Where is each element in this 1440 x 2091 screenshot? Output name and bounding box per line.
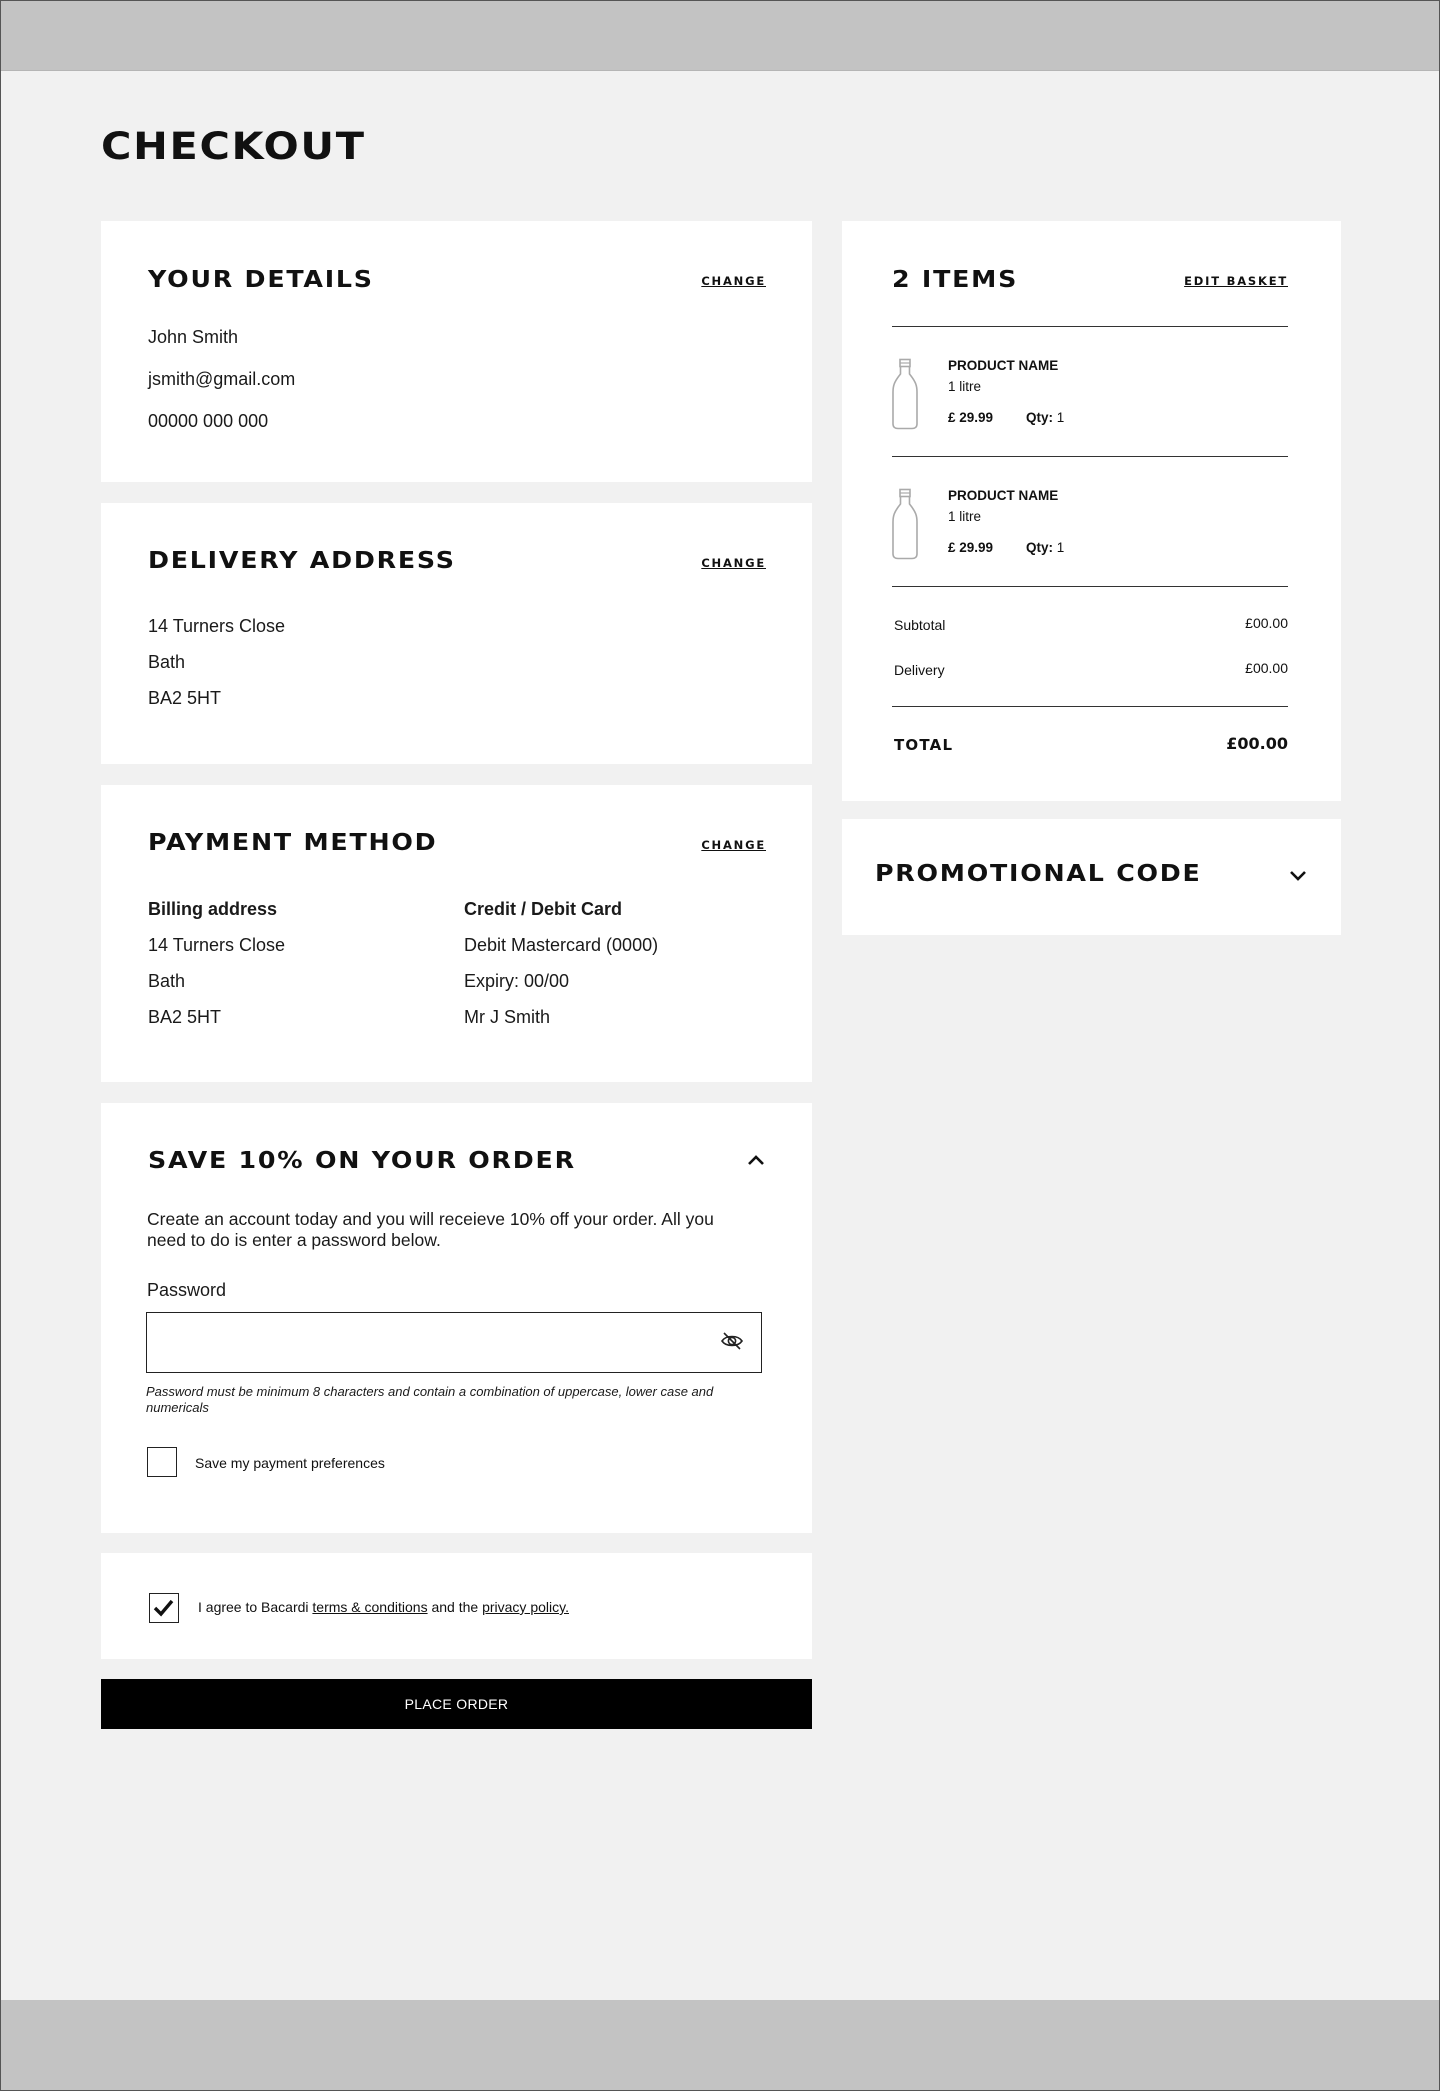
product-name: PRODUCT NAME (948, 488, 1059, 503)
top-header-bar (1, 1, 1439, 71)
product-size: 1 litre (948, 509, 982, 524)
customer-phone: 00000 000 000 (148, 411, 269, 431)
billing-line-3: BA2 5HT (148, 1007, 222, 1027)
total-value: £00.00 (1226, 734, 1288, 753)
promo-code-title: PROMOTIONAL CODE (875, 861, 1202, 887)
bottle-icon (891, 488, 919, 560)
customer-name: John Smith (148, 327, 239, 347)
product-price: £ 29.99 (948, 540, 994, 555)
change-payment-link[interactable]: CHANGE (701, 838, 766, 852)
divider (892, 326, 1288, 327)
password-hint: Password must be minimum 8 characters and contain a combination of uppercase, lower case and numericals (146, 1384, 714, 1415)
card-expiry: Expiry: 00/00 (464, 971, 570, 991)
product-name: PRODUCT NAME (948, 358, 1059, 373)
edit-basket-link[interactable]: EDIT BASKET (1184, 274, 1288, 288)
page-title: CHECKOUT (101, 125, 366, 168)
divider (892, 706, 1288, 707)
promo-code-card[interactable] (842, 819, 1341, 935)
your-details-card (101, 221, 812, 482)
delivery-value: £00.00 (1245, 660, 1288, 676)
address-line-1: 14 Turners Close (148, 616, 286, 636)
qty-label: Qty: (1026, 540, 1053, 555)
qty-value: 1 (1056, 410, 1065, 425)
delivery-address-card (101, 503, 812, 764)
delivery-label: Delivery (894, 662, 945, 678)
billing-line-2: Bath (148, 971, 186, 991)
card-type: Debit Mastercard (0000) (464, 935, 659, 955)
chevron-down-icon[interactable] (1288, 866, 1308, 886)
card-holder: Mr J Smith (464, 1007, 551, 1027)
product-qty (1026, 540, 1064, 555)
chevron-up-icon[interactable] (746, 1150, 766, 1170)
agreement-card (101, 1553, 812, 1659)
agreement-text (198, 1599, 569, 1615)
card-heading: Credit / Debit Card (464, 899, 623, 919)
change-address-link[interactable]: CHANGE (701, 556, 766, 570)
save-offer-description: Create an account today and you will receieve 10% off your order. All you need to do is enter a password below. (147, 1209, 714, 1250)
save-preferences-label: Save my payment preferences (195, 1455, 385, 1471)
agreement-prefix: I agree to Bacardi (198, 1599, 309, 1615)
delivery-address-title: DELIVERY ADDRESS (148, 548, 456, 574)
subtotal-value: £00.00 (1245, 615, 1288, 631)
save-offer-title: SAVE 10% ON YOUR ORDER (148, 1148, 576, 1174)
payment-method-card (101, 785, 812, 1082)
footer-bar (1, 2000, 1439, 2090)
qty-value: 1 (1056, 540, 1065, 555)
save-preferences-checkbox[interactable] (147, 1447, 177, 1477)
address-line-3: BA2 5HT (148, 688, 222, 708)
basket-card (842, 221, 1341, 801)
agreement-middle: and the (431, 1599, 479, 1615)
checkmark-icon (150, 1594, 177, 1621)
place-order-button[interactable]: PLACE ORDER (101, 1679, 812, 1729)
total-label: TOTAL (894, 736, 954, 754)
bottle-icon (891, 358, 919, 430)
change-details-link[interactable]: CHANGE (701, 274, 766, 288)
product-size: 1 litre (948, 379, 982, 394)
billing-line-1: 14 Turners Close (148, 935, 286, 955)
product-price: £ 29.99 (948, 410, 994, 425)
privacy-link[interactable]: privacy policy. (482, 1599, 569, 1615)
payment-method-title: PAYMENT METHOD (148, 830, 438, 856)
divider (892, 586, 1288, 587)
password-input[interactable] (146, 1312, 762, 1373)
agree-checkbox[interactable] (149, 1593, 179, 1623)
terms-link[interactable]: terms & conditions (312, 1599, 428, 1615)
divider (892, 456, 1288, 457)
password-label: Password (147, 1280, 227, 1300)
basket-title: 2 ITEMS (892, 267, 1019, 293)
billing-heading: Billing address (148, 899, 278, 919)
your-details-title: YOUR DETAILS (148, 267, 374, 293)
product-qty (1026, 410, 1064, 425)
qty-label: Qty: (1026, 410, 1053, 425)
subtotal-label: Subtotal (894, 617, 946, 633)
customer-email: jsmith@gmail.com (148, 369, 296, 389)
address-line-2: Bath (148, 652, 186, 672)
hide-password-icon[interactable] (719, 1328, 745, 1354)
